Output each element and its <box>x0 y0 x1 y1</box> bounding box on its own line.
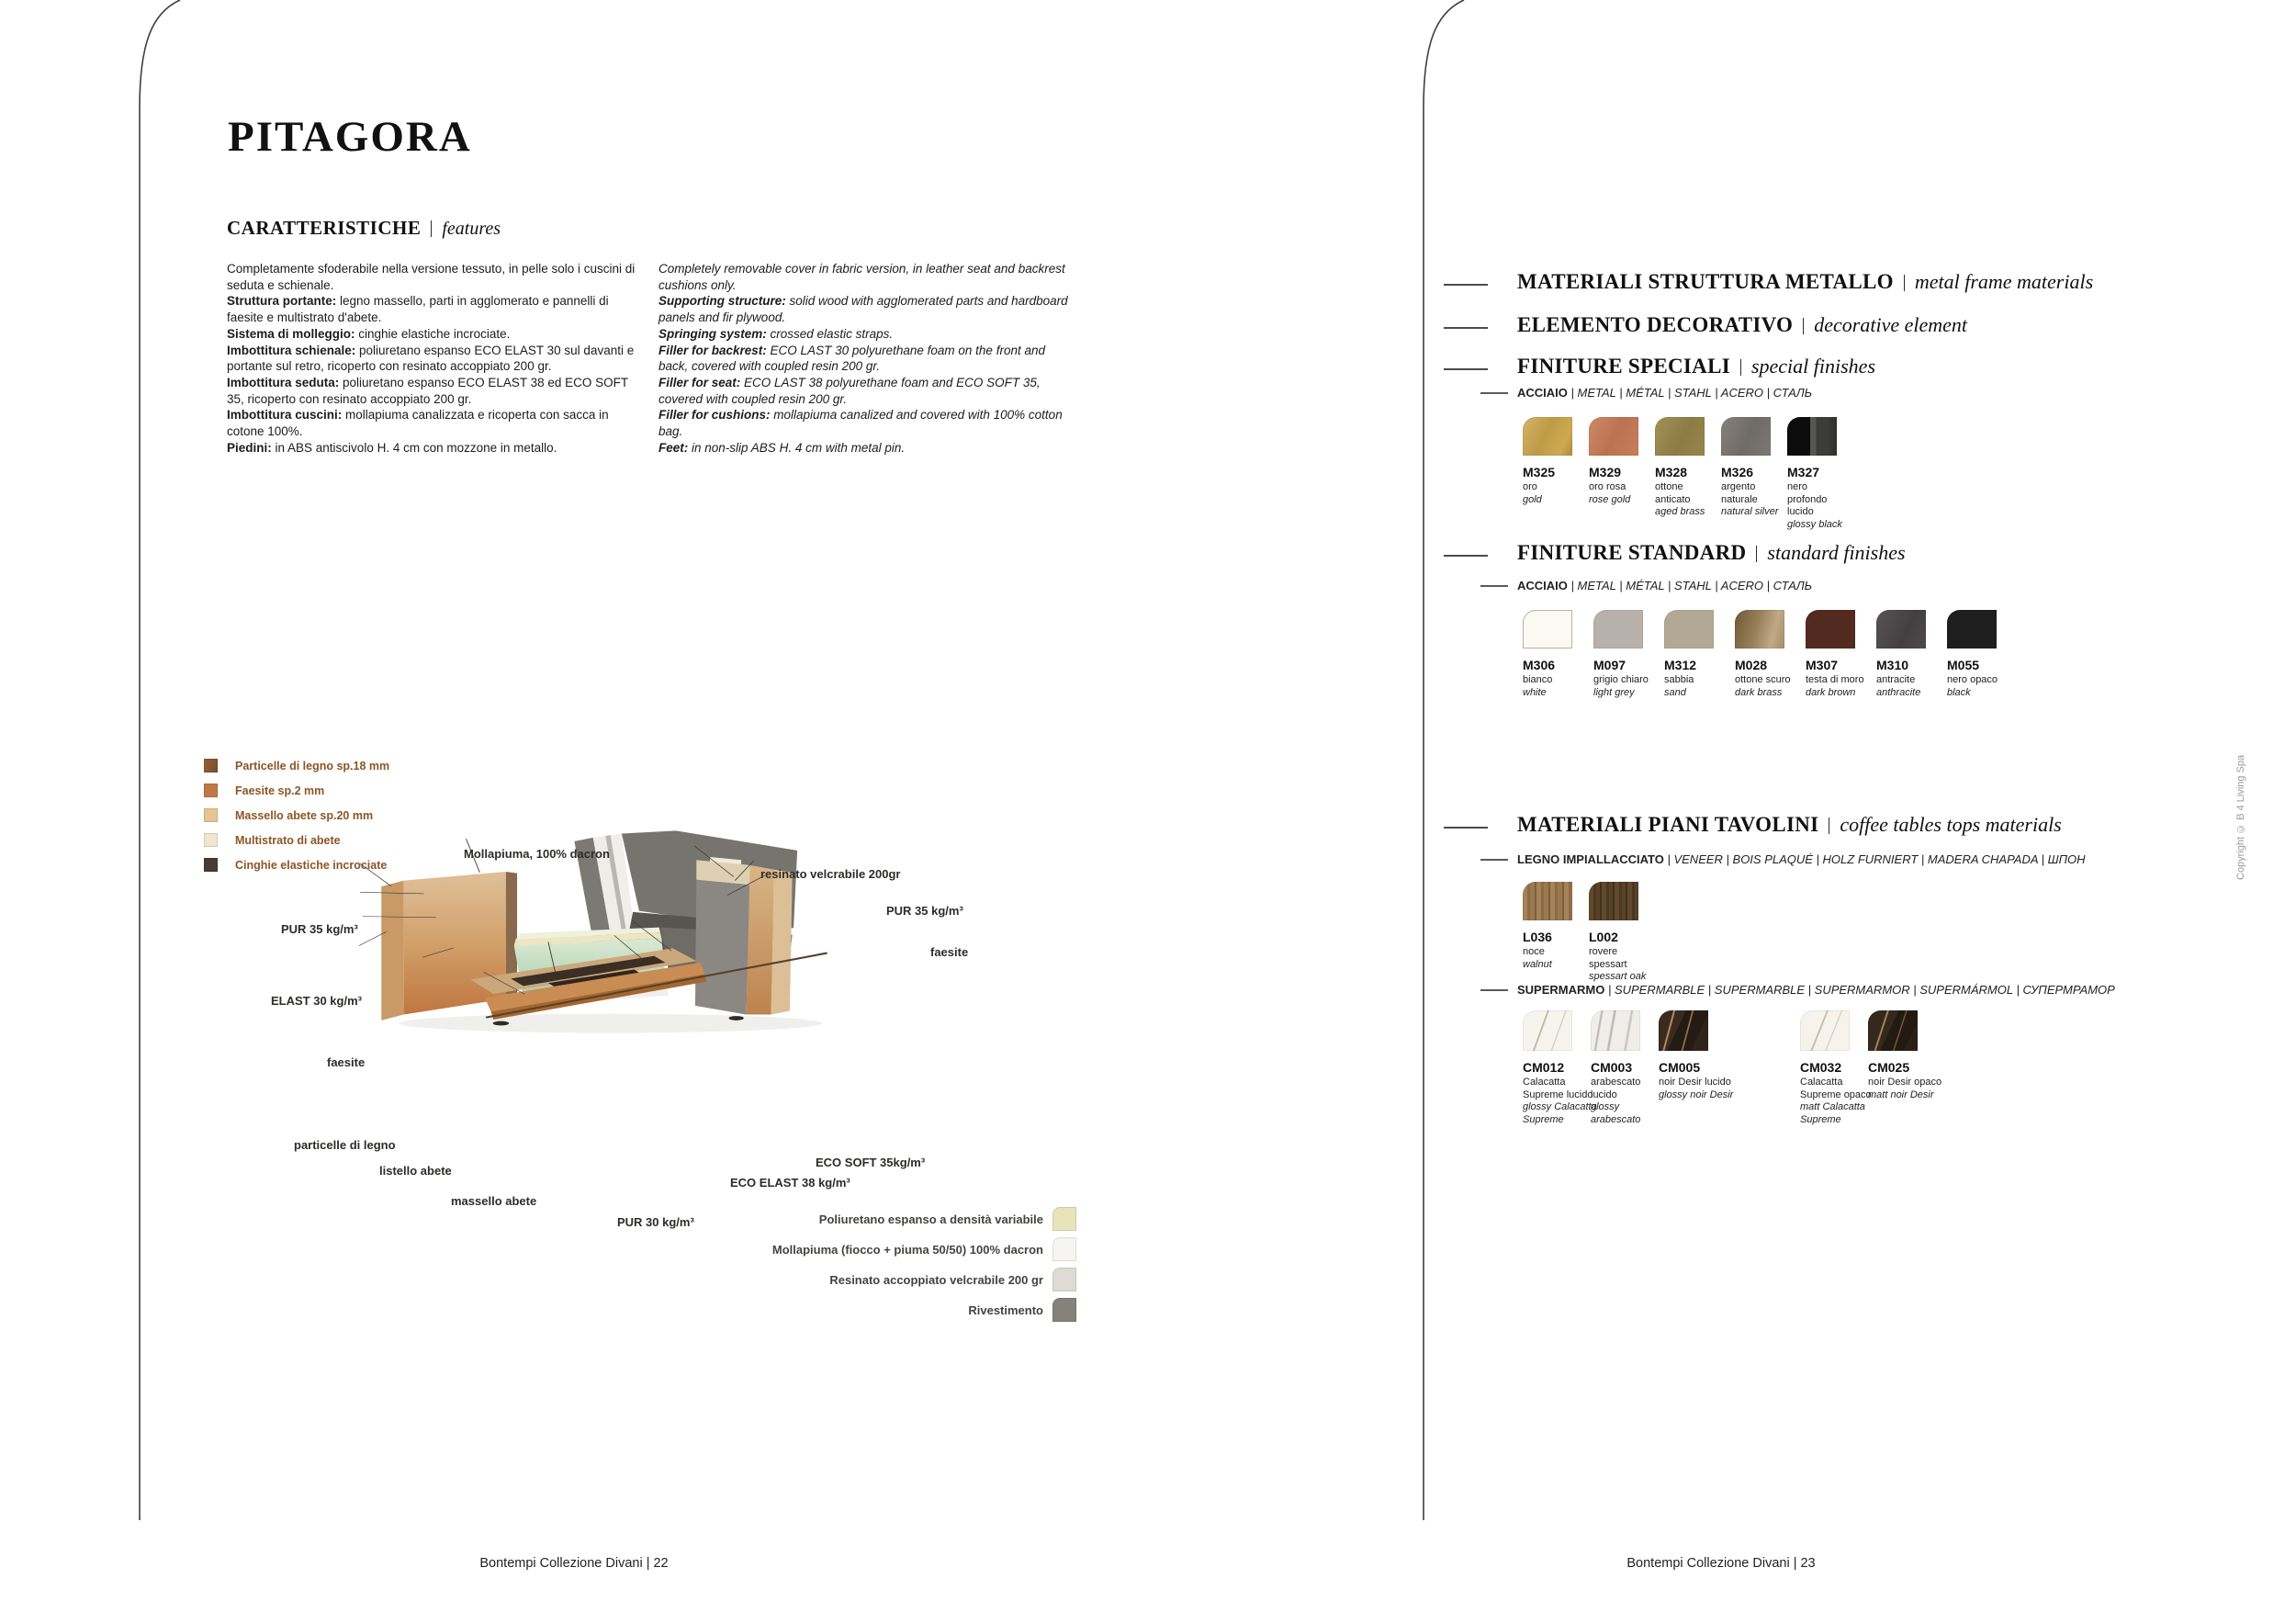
material-swatch-cell <box>1589 417 1655 506</box>
material-swatch-cell <box>1659 1010 1734 1101</box>
feature-text: Completamente sfoderabile nella versione tessuto, in pelle solo i cuscini di seduta e schienale. <box>227 262 636 292</box>
features-heading <box>227 217 501 240</box>
section-heading-coffee-tables <box>1517 813 2062 837</box>
material-name-en: spessart oak <box>1589 971 1647 982</box>
material-swatch <box>1868 1010 1918 1051</box>
legend-label: Faesite sp.2 mm <box>235 784 325 797</box>
material-code: CM025 <box>1868 1060 1910 1075</box>
material-code: M310 <box>1876 658 1909 672</box>
material-code: M097 <box>1593 658 1626 672</box>
heading-divider <box>431 220 432 237</box>
material-swatch-cell <box>1523 882 1589 971</box>
material-swatch-cell <box>1787 417 1853 531</box>
heading-it: FINITURE SPECIALI <box>1517 355 1730 378</box>
subheading-acciaio-standard <box>1517 579 1812 592</box>
material-code: M326 <box>1721 465 1754 479</box>
material-swatch <box>1721 417 1771 456</box>
diagram-callout: faesite <box>930 945 969 959</box>
feature-text: crossed elastic straps. <box>766 326 894 341</box>
material-code: M325 <box>1523 465 1556 479</box>
material-name-en: dark brown <box>1806 686 1856 698</box>
material-swatch-cell <box>1655 417 1721 519</box>
feature-lead: Imbottitura schienale: <box>227 343 356 357</box>
mini-legend-item <box>569 1237 1076 1261</box>
material-swatch-cell <box>1664 610 1735 699</box>
feature-paragraph-en <box>658 343 1074 375</box>
material-swatch <box>1655 417 1705 456</box>
heading-en: standard finishes <box>1767 541 1906 564</box>
feature-paragraph-it <box>227 293 647 325</box>
material-swatch <box>1800 1010 1850 1051</box>
subheading-acciaio-special <box>1517 386 1812 400</box>
feature-paragraph-en <box>658 326 1074 343</box>
material-swatch-cell <box>1876 610 1947 699</box>
material-swatch-cell <box>1721 417 1787 519</box>
heading-divider <box>1756 546 1757 562</box>
section-rule <box>1444 827 1488 829</box>
diagram-callout: massello abete <box>451 1194 537 1208</box>
features-text-english <box>658 261 1074 456</box>
mini-legend-swatch <box>1052 1207 1076 1231</box>
features-text-italian <box>227 261 647 456</box>
section-heading-special-finishes <box>1517 355 1875 378</box>
features-heading-it: CARATTERISTICHE <box>227 217 422 239</box>
mini-legend-swatch <box>1052 1298 1076 1322</box>
subheading-lead: ACCIAIO <box>1517 386 1568 400</box>
feature-text: poliuretano espanso ECO ELAST 30 sul davanti e portante sul retro, ricoperto con resinato accoppiato 200 gr. <box>227 343 635 374</box>
legend-color-swatch <box>204 808 218 822</box>
diagram-callout: ECO ELAST 38 kg/m³ <box>730 1176 850 1190</box>
mini-legend-label: Resinato accoppiato velcrabile 200 gr <box>829 1272 1043 1287</box>
diagram-callout: PUR 35 kg/m³ <box>886 904 963 918</box>
material-name-it: nero opaco <box>1947 674 1998 685</box>
material-name-it: bianco <box>1523 674 1553 685</box>
material-swatch <box>1593 610 1643 648</box>
material-name-en: dark brass <box>1735 686 1783 698</box>
material-code: M307 <box>1806 658 1839 672</box>
material-code: M055 <box>1947 658 1980 672</box>
veneer-swatch-row <box>1523 882 1655 984</box>
feature-lead: Feet: <box>658 440 689 455</box>
feature-text: solid wood with agglomerated parts and hardboard panels and fir plywood. <box>658 294 1068 325</box>
material-swatch <box>1589 417 1638 456</box>
legend-label: Particelle di legno sp.18 mm <box>235 759 390 773</box>
material-name-en: glossy arabescato <box>1591 1101 1641 1125</box>
section-rule <box>1444 327 1488 329</box>
material-swatch <box>1591 1010 1640 1051</box>
feature-paragraph-it <box>227 261 647 293</box>
material-swatch-cell <box>1523 417 1589 506</box>
material-name-it: oro rosa <box>1589 481 1626 492</box>
legend-color-swatch <box>204 784 218 797</box>
feature-paragraph-en <box>658 261 1074 293</box>
feature-lead: Supporting structure: <box>658 294 786 309</box>
material-swatch-cell <box>1735 610 1806 699</box>
mini-legend-item <box>569 1207 1076 1231</box>
feature-text: cinghie elastiche incrociate. <box>355 326 511 341</box>
feature-text: in ABS antiscivolo H. 4 cm con mozzone in metallo. <box>271 440 557 455</box>
diagram-callout: faesite <box>327 1055 366 1069</box>
material-name-it: noir Desir lucido <box>1659 1077 1731 1088</box>
mini-legend-label: Rivestimento <box>968 1303 1043 1317</box>
material-code: M328 <box>1655 465 1688 479</box>
feature-text: mollapiuma canalized and covered with 100% cotton bag. <box>658 408 1063 439</box>
footer-right: Bontempi Collezione Divani | 23 <box>1626 1556 1816 1571</box>
material-code: CM003 <box>1591 1060 1633 1075</box>
material-name-it: rovere spessart <box>1589 946 1627 970</box>
material-name-it: Calacatta Supreme opaco <box>1800 1077 1872 1100</box>
feature-lead: Filler for backrest: <box>658 343 767 357</box>
subheading-lead: SUPERMARMO <box>1517 983 1605 997</box>
special-finishes-swatch-row <box>1523 417 1853 531</box>
material-swatch <box>1589 882 1638 920</box>
subheading-translations: | VENEER | BOIS PLAQUÉ | HOLZ FURNIERT | MADERA CHAPADA | ШПОН <box>1663 852 2086 866</box>
diagram-callout: resinato velcrabile 200gr <box>760 867 901 881</box>
subsection-rule <box>1480 585 1508 587</box>
right-page-corner-line <box>1424 0 1464 1520</box>
material-code: M329 <box>1589 465 1622 479</box>
legend-label: Multistrato di abete <box>235 833 341 847</box>
legend-item <box>204 759 389 773</box>
heading-en: coffee tables tops materials <box>1840 813 2062 836</box>
subheading-translations: | METAL | MÉTAL | STAHL | ACERO | СТАЛЬ <box>1567 579 1813 592</box>
material-name-en: gold <box>1523 493 1542 505</box>
material-name-it: antracite <box>1876 674 1916 685</box>
material-swatch <box>1947 610 1997 648</box>
material-name-en: glossy Calacatta Supreme <box>1523 1101 1597 1125</box>
material-name-en: glossy black <box>1787 518 1842 530</box>
subsection-rule <box>1480 392 1508 394</box>
heading-it: ELEMENTO DECORATIVO <box>1517 313 1794 336</box>
diagram-mini-legend <box>569 1207 1076 1328</box>
material-code: M306 <box>1523 658 1556 672</box>
diagram-callout: PUR 35 kg/m³ <box>281 922 358 936</box>
heading-en: decorative element <box>1814 313 1968 336</box>
material-code: CM005 <box>1659 1060 1701 1075</box>
feature-text: ECO LAST 30 polyurethane foam on the front and back, covered with coupled resin 200 gr. <box>658 343 1045 374</box>
subsection-rule <box>1480 859 1508 861</box>
material-swatch <box>1523 882 1572 920</box>
diagram-callout: ECO SOFT 35kg/m³ <box>816 1156 926 1169</box>
footer-left: Bontempi Collezione Divani | 22 <box>479 1556 669 1571</box>
subheading-lead: ACCIAIO <box>1517 579 1568 592</box>
material-swatch <box>1787 417 1837 456</box>
heading-en: special finishes <box>1750 355 1876 378</box>
subheading-translations: | SUPERMARBLE | SUPERMARBLE | SUPERMARMOR | SUPERMÁRMOL | СУПЕРМРАМОР <box>1604 983 2115 997</box>
material-name-it: arabescato lucido <box>1591 1077 1641 1100</box>
material-name-en: matt noir Desir <box>1868 1088 1934 1100</box>
material-code: CM012 <box>1523 1060 1565 1075</box>
feature-paragraph-it <box>227 375 647 407</box>
left-page-corner-line <box>140 0 180 1520</box>
feature-paragraph-it <box>227 343 647 375</box>
material-name-it: Calacatta Supreme lucido <box>1523 1077 1593 1100</box>
material-name-it: noir Desir opaco <box>1868 1077 1942 1088</box>
feature-lead: Imbottitura cuscini: <box>227 408 343 423</box>
legend-label: Massello abete sp.20 mm <box>235 808 374 822</box>
copyright-sidenote: Copyright © B 4 Living Spa <box>2235 754 2246 880</box>
material-code: L036 <box>1523 930 1552 944</box>
feature-lead: Filler for seat: <box>658 375 741 389</box>
material-swatch-cell <box>1593 610 1664 699</box>
heading-divider <box>1740 359 1741 376</box>
page-title: PITAGORA <box>228 113 472 161</box>
material-name-en: natural silver <box>1721 506 1779 517</box>
legend-label: Cinghie elastiche incrociate <box>235 858 388 872</box>
feature-text: ECO LAST 38 polyurethane foam and ECO SOFT 35, covered with coupled resin 200 gr. <box>658 375 1041 406</box>
feature-text: in non-slip ABS H. 4 cm with metal pin. <box>688 440 906 455</box>
feature-lead: Imbottitura seduta: <box>227 375 340 389</box>
diagram-callout: PUR 30 kg/m³ <box>617 1215 694 1229</box>
heading-divider <box>1803 318 1804 334</box>
standard-finishes-swatch-row <box>1523 610 2018 699</box>
mini-legend-label: Poliuretano espanso a densità variabile <box>818 1212 1043 1226</box>
subheading-lead: LEGNO IMPIALLACCIATO <box>1517 852 1664 866</box>
legend-color-swatch <box>204 858 218 872</box>
material-swatch-cell <box>1868 1010 1942 1101</box>
material-name-en: black <box>1947 686 1971 698</box>
material-swatch-cell <box>1589 882 1655 984</box>
feature-paragraph-en <box>658 293 1074 325</box>
material-swatch <box>1664 610 1714 648</box>
section-heading-standard-finishes <box>1517 541 1906 565</box>
subheading-translations: | METAL | MÉTAL | STAHL | ACERO | СТАЛЬ <box>1567 386 1813 400</box>
heading-it: MATERIALI STRUTTURA METALLO <box>1517 270 1894 293</box>
material-swatch <box>1523 1010 1572 1051</box>
marble-swatch-row <box>1523 1010 1942 1126</box>
section-heading-decorative <box>1517 313 1967 337</box>
material-swatch-cell <box>1591 1010 1659 1126</box>
diagram-callout: particelle di legno <box>294 1138 396 1152</box>
diagram-callout: Mollapiuma, 100% dacron <box>464 847 610 861</box>
legend-color-swatch <box>204 759 218 773</box>
heading-en: metal frame materials <box>1914 270 2094 293</box>
material-name-en: anthracite <box>1876 686 1921 698</box>
section-heading-metal <box>1517 270 2093 294</box>
feature-lead: Sistema di molleggio: <box>227 326 355 341</box>
feature-paragraph-en <box>658 440 1074 457</box>
material-swatch <box>1523 417 1572 456</box>
feature-lead: Piedini: <box>227 440 272 455</box>
subsection-rule <box>1480 989 1508 991</box>
features-heading-en: features <box>442 219 501 239</box>
feature-lead: Filler for cushions: <box>658 408 771 423</box>
material-code: M028 <box>1735 658 1768 672</box>
diagram-callout: listello abete <box>379 1164 452 1178</box>
material-name-it: noce <box>1523 946 1545 957</box>
material-name-en: sand <box>1664 686 1686 698</box>
material-swatch <box>1806 610 1855 648</box>
material-name-it: ottone anticato <box>1655 481 1691 505</box>
feature-paragraph-it <box>227 407 647 439</box>
feature-paragraph-en <box>658 407 1074 439</box>
mini-legend-item <box>569 1268 1076 1291</box>
mini-legend-item <box>569 1298 1076 1322</box>
material-swatch-cell <box>1523 1010 1597 1126</box>
heading-it: MATERIALI PIANI TAVOLINI <box>1517 813 1819 836</box>
material-name-en: walnut <box>1523 958 1552 970</box>
material-swatch-cell <box>1800 1010 1872 1126</box>
material-swatch-cell <box>1947 610 2018 699</box>
section-rule <box>1444 284 1488 286</box>
mini-legend-swatch <box>1052 1237 1076 1261</box>
material-name-en: aged brass <box>1655 506 1705 517</box>
material-name-it: nero profondo lucido <box>1787 481 1828 517</box>
material-swatch <box>1876 610 1926 648</box>
legend-item <box>204 784 389 797</box>
feature-text: poliuretano espanso ECO ELAST 38 ed ECO SOFT 35, ricoperto con resinato accoppiato 200 gr. <box>227 375 628 406</box>
feature-text: legno massello, parti in agglomerato e pannelli di faesite e multistrato d'abete. <box>227 294 609 325</box>
feature-text: mollapiuma canalizzata e ricoperta con sacca in cotone 100%. <box>227 408 609 439</box>
feature-lead: Springing system: <box>658 326 767 341</box>
heading-divider <box>1904 275 1905 291</box>
material-name-en: rose gold <box>1589 493 1631 505</box>
material-swatch <box>1735 610 1784 648</box>
feature-text: Completely removable cover in fabric version, in leather seat and backrest cushions only. <box>658 262 1065 292</box>
heading-it: FINITURE STANDARD <box>1517 541 1747 564</box>
legend-color-swatch <box>204 833 218 847</box>
material-code: M312 <box>1664 658 1697 672</box>
subheading-veneer <box>1517 852 2086 866</box>
section-rule <box>1444 555 1488 557</box>
material-name-it: argento naturale <box>1721 481 1758 505</box>
mini-legend-label: Mollapiuma (fiocco + piuma 50/50) 100% dacron <box>771 1242 1043 1257</box>
material-name-it: grigio chiaro <box>1593 674 1649 685</box>
feature-paragraph-it <box>227 440 647 457</box>
material-name-en: matt Calacatta Supreme <box>1800 1101 1865 1125</box>
material-name-it: oro <box>1523 481 1537 492</box>
material-name-en: white <box>1523 686 1547 698</box>
feature-lead: Struttura portante: <box>227 294 337 309</box>
material-name-it: testa di moro <box>1806 674 1864 685</box>
material-name-en: light grey <box>1593 686 1635 698</box>
material-swatch <box>1659 1010 1708 1051</box>
material-name-it: ottone scuro <box>1735 674 1791 685</box>
material-code: L002 <box>1589 930 1618 944</box>
material-name-it: sabbia <box>1664 674 1694 685</box>
material-code: CM032 <box>1800 1060 1842 1075</box>
subheading-supermarble <box>1517 983 2115 997</box>
feature-paragraph-en <box>658 375 1074 407</box>
material-code: M327 <box>1787 465 1820 479</box>
feature-paragraph-it <box>227 326 647 343</box>
material-swatch-cell <box>1523 610 1593 699</box>
material-name-en: glossy noir Desir <box>1659 1088 1734 1100</box>
mini-legend-swatch <box>1052 1268 1076 1291</box>
section-rule <box>1444 368 1488 370</box>
diagram-callout: ELAST 30 kg/m³ <box>271 994 362 1008</box>
material-swatch <box>1523 610 1572 648</box>
material-swatch-cell <box>1806 610 1876 699</box>
